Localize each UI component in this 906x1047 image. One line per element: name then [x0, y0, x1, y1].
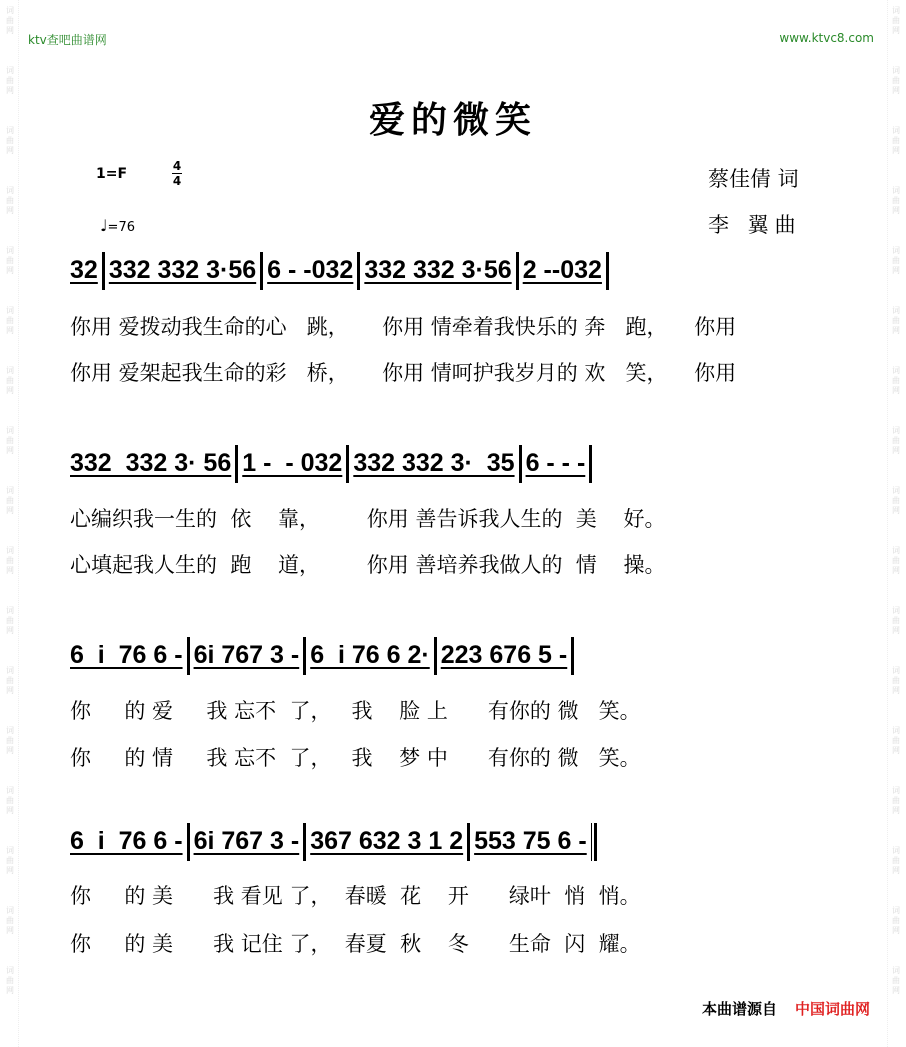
- time-signature-bottom: 4: [172, 174, 182, 188]
- bar-line: [516, 252, 519, 290]
- note-group: 6i 767 3 -: [193, 641, 300, 669]
- watermark-group: 词 曲 网: [6, 546, 14, 575]
- watermark-group: 词 曲 网: [6, 486, 14, 515]
- watermark-group: 词 曲 网: [892, 126, 900, 155]
- bar-line: [589, 445, 592, 483]
- site-name-left: ktv查吧曲谱网: [28, 33, 107, 47]
- note-group: 553 75 6 -: [474, 827, 587, 855]
- left-watermark-strip: [2, 0, 19, 1047]
- bar-line: [303, 637, 306, 675]
- bar-line: [467, 823, 470, 861]
- lyric-line-1-verse-1: 你用 爱拨动我生命的心 跳， 你用 情牵着我快乐的 奔 跑， 你用: [70, 315, 737, 339]
- footer-source-brand: 中国词曲网: [794, 1000, 870, 1018]
- bar-line: [187, 823, 190, 861]
- watermark-group: 词 曲 网: [6, 666, 14, 695]
- watermark-group: 词 曲 网: [892, 726, 900, 755]
- watermark-group: 词 曲 网: [892, 606, 900, 635]
- watermark-group: 词 曲 网: [892, 966, 900, 995]
- note-group: 332 332 3·56: [108, 256, 257, 284]
- footer-source: [702, 998, 870, 1019]
- note-group: 332 332 3· 35: [353, 449, 515, 477]
- watermark-group: 词 曲 网: [6, 186, 14, 215]
- watermark-group: 词 曲 网: [6, 366, 14, 395]
- lyric-line-3-verse-2: 你 的 情 我 忘不 了， 我 梦 中 有你的 微 笑。: [70, 746, 641, 770]
- bar-line: [235, 445, 238, 483]
- watermark-group: 词 曲 网: [892, 306, 900, 335]
- final-bar-line-thin: [591, 823, 592, 861]
- watermark-group: 词 曲 网: [6, 726, 14, 755]
- time-signature-top: 4: [172, 159, 182, 173]
- bar-line: [187, 637, 190, 675]
- watermark-group: 词 曲 网: [6, 786, 14, 815]
- watermark-group: 词 曲 网: [6, 966, 14, 995]
- tempo-marking: [100, 216, 135, 235]
- watermark-group: 词 曲 网: [892, 6, 900, 35]
- lyric-line-4-verse-2: 你 的 美 我 记住 了， 春夏 秋 冬 生命 闪 耀。: [70, 932, 641, 956]
- composer-credit: 李 翼曲: [708, 213, 802, 237]
- note-group: 6 - - -: [525, 449, 586, 477]
- watermark-group: 词 曲 网: [892, 426, 900, 455]
- lyric-line-3-verse-1: 你 的 爱 我 忘不 了， 我 脸 上 有你的 微 笑。: [70, 699, 641, 723]
- bar-line: [606, 252, 609, 290]
- watermark-group: 词 曲 网: [892, 186, 900, 215]
- note-group: 1 - - 032: [242, 449, 343, 477]
- note-group: 6 i 76 6 -: [70, 641, 183, 669]
- bar-line: [303, 823, 306, 861]
- bar-line: [102, 252, 105, 290]
- watermark-group: 词 曲 网: [892, 906, 900, 935]
- tempo-value: =76: [107, 220, 135, 235]
- watermark-group: 词 曲 网: [6, 246, 14, 275]
- watermark-group: 词 曲 网: [6, 606, 14, 635]
- key-signature: 1=F: [96, 166, 128, 182]
- right-watermark-strip: [887, 0, 904, 1047]
- watermark-group: 词 曲 网: [892, 66, 900, 95]
- bar-line: [434, 637, 437, 675]
- watermark-group: 词 曲 网: [6, 306, 14, 335]
- score-line-3: [70, 635, 578, 675]
- note-group: 6 i 76 6 2·: [310, 641, 430, 669]
- note-group: 2 --032: [522, 256, 602, 284]
- lyric-line-2-verse-2: 心填起我人生的 跑 道， 你用 善培养我做人的 情 操。: [70, 553, 666, 577]
- quarter-note-icon: ♩: [100, 216, 108, 235]
- bar-line: [346, 445, 349, 483]
- final-bar-line-thick: [594, 823, 597, 861]
- watermark-group: 词 曲 网: [892, 846, 900, 875]
- watermark-group: 词 曲 网: [892, 786, 900, 815]
- score-line-4: [70, 821, 597, 861]
- note-group: 32: [70, 256, 98, 284]
- note-group: 223 676 5 -: [440, 641, 568, 669]
- watermark-group: 词 曲 网: [6, 126, 14, 155]
- watermark-group: 词 曲 网: [6, 906, 14, 935]
- watermark-group: 词 曲 网: [6, 66, 14, 95]
- score-line-1: [70, 250, 613, 290]
- note-group: 367 632 3 1 2: [310, 827, 464, 855]
- watermark-group: 词 曲 网: [6, 846, 14, 875]
- lyricist-credit: 蔡佳倩 词: [708, 167, 799, 191]
- watermark-group: 词 曲 网: [6, 426, 14, 455]
- watermark-group: 词 曲 网: [892, 666, 900, 695]
- watermark-group: 词 曲 网: [892, 486, 900, 515]
- note-group: 6i 767 3 -: [193, 827, 300, 855]
- footer-source-label: 本曲谱源自: [701, 1000, 777, 1018]
- watermark-group: 词 曲 网: [6, 6, 14, 35]
- note-group: 6 - -032: [267, 256, 354, 284]
- lyric-line-4-verse-1: 你 的 美 我 看见 了， 春暖 花 开 绿叶 悄 悄。: [70, 884, 641, 908]
- watermark-group: 词 曲 网: [892, 366, 900, 395]
- bar-line: [357, 252, 360, 290]
- score-line-2: [70, 443, 596, 483]
- bar-line: [571, 637, 574, 675]
- note-group: 332 332 3·56: [364, 256, 512, 284]
- bar-line: [260, 252, 263, 290]
- lyric-line-1-verse-2: 你用 爱架起我生命的彩 桥， 你用 情呵护我岁月的 欢 笑， 你用: [70, 361, 737, 385]
- bar-line: [519, 445, 522, 483]
- note-group: 6 i 76 6 -: [70, 827, 183, 855]
- watermark-group: 词 曲 网: [892, 246, 900, 275]
- watermark-group: 词 曲 网: [892, 546, 900, 575]
- song-title: 爱的微笑: [368, 99, 537, 141]
- note-group: 332 332 3· 56: [70, 449, 232, 477]
- site-url-right: www.ktvc8.com: [779, 31, 874, 45]
- time-signature: [172, 160, 182, 187]
- lyric-line-2-verse-1: 心编织我一生的 依 靠， 你用 善告诉我人生的 美 好。: [70, 507, 666, 531]
